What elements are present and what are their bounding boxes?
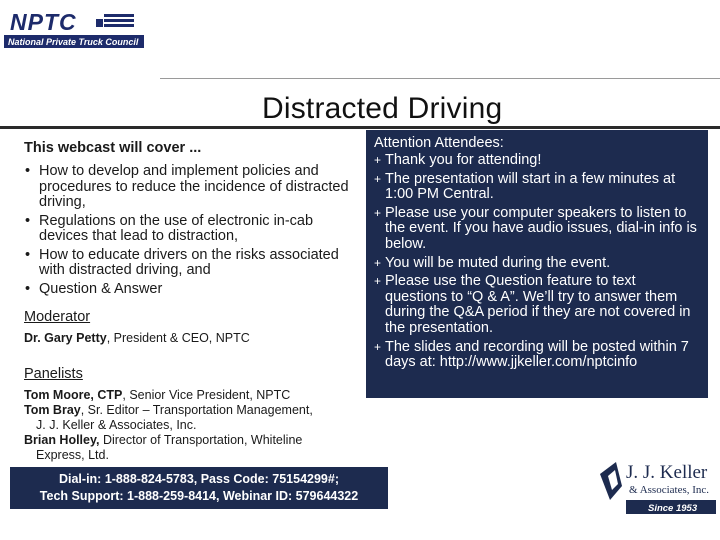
- moderator-name: Dr. Gary Petty: [24, 331, 107, 345]
- list-item: + Please use your computer speakers to listen to the event. If you have audio issues, dial-in info is below.: [374, 206, 700, 253]
- keller-emblem-icon: [600, 462, 622, 500]
- list-item: • Regulations on the use of electronic in-cab devices that lead to distraction,: [24, 214, 354, 245]
- intro-text: This webcast will cover ...: [24, 140, 202, 156]
- header-divider: [160, 78, 720, 79]
- panelist-name: Brian Holley,: [24, 433, 100, 447]
- panelists-heading: Panelists: [24, 365, 83, 382]
- moderator-entry: [24, 331, 354, 346]
- panelist-entry: [24, 403, 354, 432]
- page-title: Distracted Driving: [262, 92, 503, 125]
- panelist-role: , Sr. Editor – Transportation Management,: [80, 403, 313, 417]
- panelist-role: , Senior Vice President, NPTC: [122, 387, 291, 402]
- moderator-heading: Moderator: [24, 309, 91, 325]
- jj-keller-since: Since 1953: [648, 503, 698, 514]
- list-item: + Thank you for attending!: [374, 153, 700, 169]
- list-item: + Please use the Question feature to text questions to “Q & A”. We’ll try to answer them during the Q&A period if they are not covered in the presentation.: [374, 274, 700, 336]
- tech-support-line: Tech Support: 1-888-259-8414, Webinar ID: 579644322: [39, 489, 359, 503]
- panelist-role-cont: J. J. Keller & Associates, Inc.: [36, 417, 197, 432]
- list-item: + The slides and recording will be posted within 7 days at: http://www.jjkeller.com/nptcinfo: [374, 340, 700, 371]
- nptc-logo-subtitle: National Private Truck Council: [8, 37, 139, 47]
- moderator-role: , President & CEO, NPTC: [106, 331, 250, 345]
- list-item: + The presentation will start in a few minutes at 1:00 PM Central.: [374, 172, 700, 203]
- attention-box: [366, 130, 708, 398]
- nptc-logo-letters: NPTC: [10, 9, 77, 35]
- dial-in-line: Dial-in: 1-888-824-5783, Pass Code: 75154299#;: [58, 472, 340, 486]
- panelist-entry: [24, 433, 354, 462]
- webcast-overview: [24, 140, 354, 463]
- topics-list: [24, 164, 354, 297]
- attention-list: [374, 153, 700, 371]
- panelist-name: Tom Bray: [24, 403, 81, 417]
- panelist-entry: [24, 388, 354, 403]
- dial-in-bar: [10, 467, 388, 509]
- panelist-role-cont: Express, Ltd.: [36, 447, 109, 462]
- jj-keller-sub: & Associates, Inc.: [629, 484, 710, 496]
- list-item: • How to educate drivers on the risks associated with distracted driving, and: [24, 248, 354, 279]
- jj-keller-name: J. J. Keller: [626, 462, 708, 483]
- attention-heading: Attention Attendees:: [374, 135, 504, 151]
- panelist-name: Tom Moore, CTP: [24, 387, 123, 402]
- panelist-role: Director of Transportation, Whiteline: [99, 433, 303, 447]
- title-rule: [0, 126, 720, 129]
- jj-keller-logo: [596, 456, 718, 514]
- list-item: • How to develop and implement policies and procedures to reduce the incidence of distracted driving,: [24, 164, 354, 211]
- list-item: • Question & Answer: [24, 282, 354, 298]
- nptc-logo: [4, 6, 144, 50]
- list-item: + You will be muted during the event.: [374, 256, 700, 272]
